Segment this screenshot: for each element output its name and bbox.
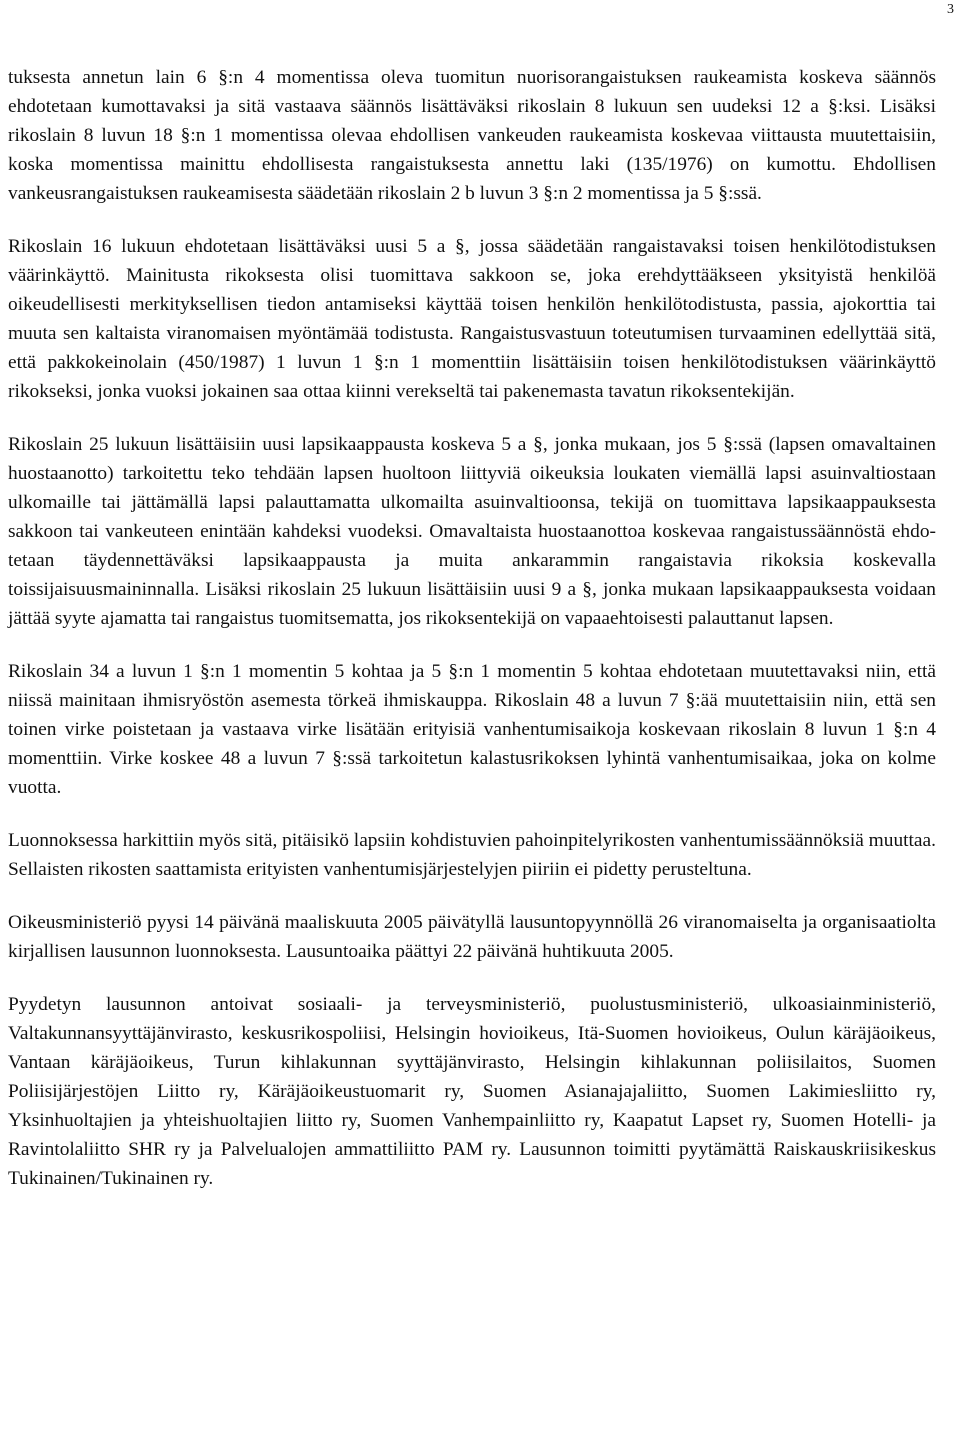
paragraph-limitation-periods: Luonnoksessa harkittiin myös sitä, pitäisikö lapsiin kohdistuvien pahoinpitelyrikosten vanhentumissäännöksiä muuttaa. Sellaisten rikosten saattamista erityisten vanhentumisjärjestelyjen piiriin ei pidetty perusteltuna. (8, 830, 936, 880)
paragraph-consultation-respondents: Pyydetyn lausunnon antoivat sosiaali- ja terveysministeriö, puolustusministeriö, ulkoasiainministeriö, Valtakunnansyyttäjänvirasto, keskusrikospoliisi, Helsingin hovioikeus, Itä-Suomen hovioikeus, Oulun käräjäoikeus, Vantaan käräjäoikeus, Turun kihlakunnan syyttäjänvirasto, Helsingin kihlakunnan poliisilaitos, Suomen Poliisijärjestöjen Liitto ry, Käräjäoikeustuomarit ry, Suomen Asianajajaliitto, Suomen Lakimiesliitto ry, Yksinhuoltajien ja yhteishuoltajien liitto ry, Suomen Vanhempainliitto ry, Kaapatut Lapset ry, Suomen Hotelli- ja Ravintolaliitto SHR ry ja Palvelualojen ammattiliitto PAM ry. Lausunnon toimitti pyytämättä Raiskauskriisikeskus Tukinainen/Tukinainen ry. (8, 994, 936, 1189)
paragraph-youth-sentence-repeal: tuksesta annetun lain 6 §:n 4 momentissa oleva tuomitun nuorisorangaistuksen raukeamista koskeva säännös ehdotetaan kumottavaksi ja sitä vastaava säännös lisättäväksi rikoslain 8 lukuun sen uudeksi 12 a §:ksi. Lisäksi rikoslain 8 luvun 18 §:n 1 momentissa olevaa ehdollisen vankeuden raukeamista koskevaa viittausta muutettaisiin, koska momentissa mainittu ehdollisesta rangaistuksesta annettu laki (135/1976) on kumottu. Ehdollisen vankeusrangaistuksen raukeamisesta säädetään rikoslain 2 b luvun 3 §:n 2 momentissa ja 5 §:ssä. (8, 67, 936, 204)
paragraph-child-abduction: Rikoslain 25 lukuun lisättäisiin uusi lapsikaappausta koskeva 5 a §, jonka mukaan, jos 5 §:ssä (lapsen omavaltainen huostaanotto) tarkoitettu teko tehdään lapsen huoltoon liittyviä oikeuksia loukaten viemällä lapsi asuinvaltiostaan ulkomaille tai jättämällä lapsi palauttamatta ulkomailta asuinvaltioonsa, tekijä on tuomittava lapsikaappauksesta sakkoon tai vankeuteen enintään kahdeksi vuodeksi. Omavaltaista huostaanottoa koskevaa rangaistussäännöstä ehdotetaan täydennettäväksi lapsikaappausta ja muita ankarammin rangaistavia rikoksia koskevalla toissijaisuusmaininnalla. Lisäksi rikoslain 25 lukuun lisättäisiin uusi 9 a §, jonka mukaan lapsikaappauksesta voidaan jättää syyte ajamatta tai rangaistus tuomitsematta, jos rikoksentekijä on vapaaehtoisesti palauttanut lapsen. (8, 434, 936, 629)
paragraph-human-trafficking-amendment: Rikoslain 34 a luvun 1 §:n 1 momentin 5 kohtaa ja 5 §:n 1 momentin 5 kohtaa ehdotetaan muutettavaksi niin, että niissä mainitaan ihmisryöstön asemesta törkeä ihmiskauppa. Rikoslain 48 a luvun 7 §:ää muutettaisiin niin, että sen toinen virke poistetaan ja vastaava virke lisätään erityisiä vanhentumisaikoja koskevaan rikoslain 8 luvun 1 §:n 4 momenttiin. Virke koskee 48 a luvun 7 §:ssä tarkoitetun kalastusrikoksen lyhintä vanhentumisaikaa, joka on kolme vuotta. (8, 661, 936, 798)
document-body (8, 63, 936, 1217)
paragraph-identity-document-misuse: Rikoslain 16 lukuun ehdotetaan lisättäväksi uusi 5 a §, jossa säädetään rangaistavaksi toisen henkilötodistuksen väärinkäyttö. Mainitusta rikoksesta olisi tuomittava sakkoon se, joka erehdyttääkseen yksityistä henkilöä oikeudellisesti merkityksellisen tiedon antamiseksi käyttää toisen henkilön henkilötodistusta, passia, ajokorttia tai muuta sen kaltaista viranomaisen myöntämää todistusta. Rangaistusvastuun toteutumisen turvaaminen edellyttää sitä, että pakkokeinolain (450/1987) 1 luvun 1 §:n 1 momenttiin lisättäisiin toisen henkilötodistuksen väärinkäyttö rikokseksi, jonka vuoksi jokainen saa ottaa kiinni verekseltä tai pakenemasta tavatun rikoksentekijän. (8, 236, 936, 402)
page-number: 3 (947, 2, 954, 17)
paragraph-consultation-request: Oikeusministeriö pyysi 14 päivänä maaliskuuta 2005 päivätyllä lausuntopyynnöllä 26 viranomaiselta ja organisaatiolta kirjallisen lausunnon luonnoksesta. Lausuntoaika päättyi 22 päivänä huhtikuuta 2005. (8, 912, 936, 962)
